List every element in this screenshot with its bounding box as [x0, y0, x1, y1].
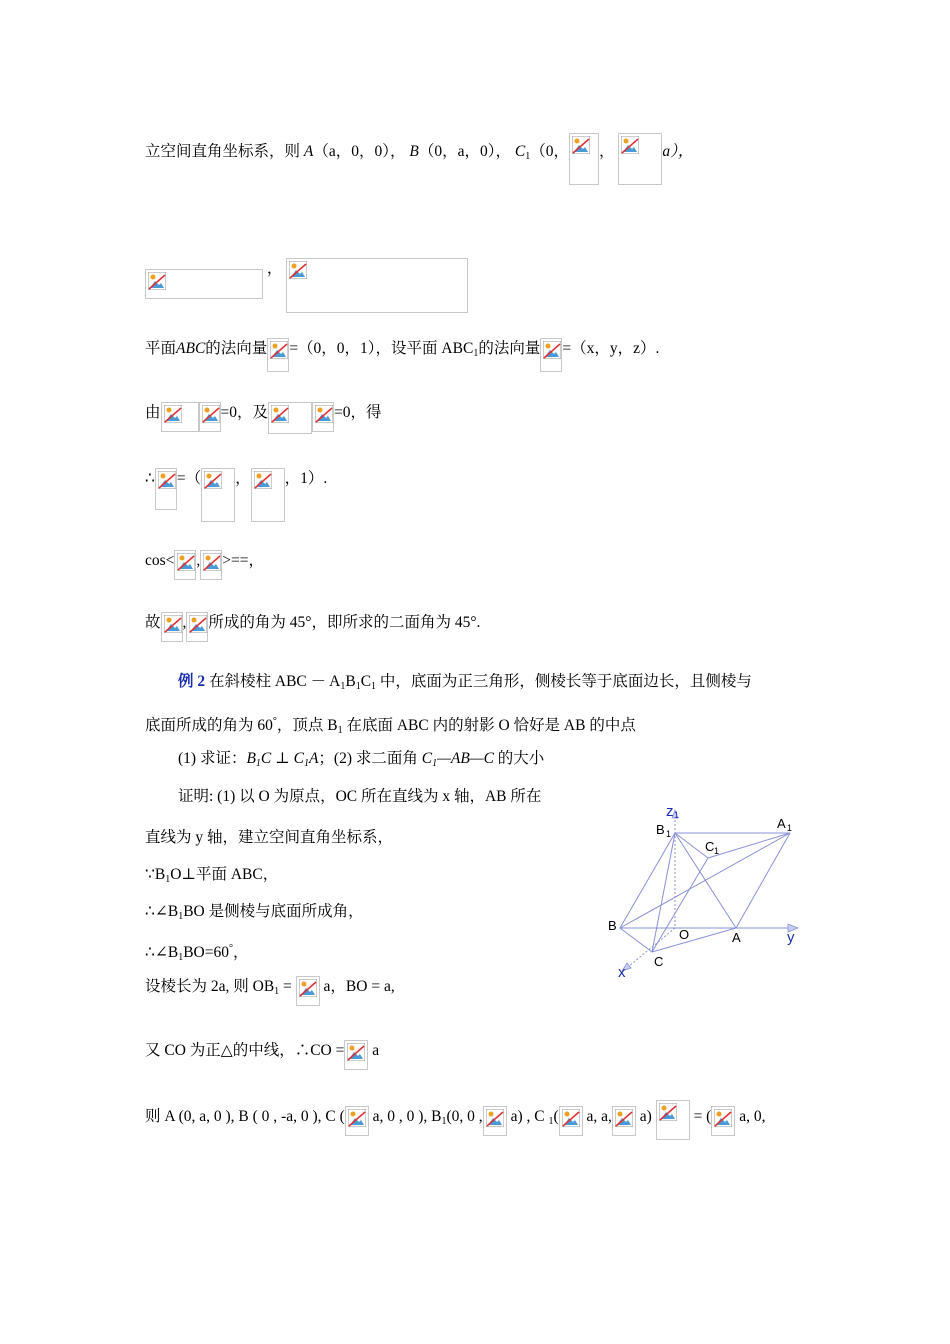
label-x: x — [618, 964, 626, 981]
image-placeholder-icon — [268, 402, 312, 434]
image-placeholder-icon — [344, 1040, 368, 1070]
text-line-normal-result: ∴ =（ ， ，1）. — [145, 468, 327, 522]
edge-b-b1 — [620, 833, 675, 928]
text-line-cosine: cos< , >==， — [145, 550, 264, 580]
image-placeholder-icon — [161, 612, 183, 642]
example-2-statement-cont: 底面所成的角为 60°，顶点 $B_1$ 在底面 ABC 内的射影 O 恰好是 AB 的中点 — [145, 716, 636, 737]
text-line-normal-vectors: 平面ABC的法向量 =（0，0，1），设平面 $ABC_1$的法向量 =（x，y，z）. — [145, 338, 659, 372]
image-placeholder-icon — [618, 133, 662, 185]
image-placeholder-icon — [286, 258, 468, 313]
label-b1: B — [656, 822, 665, 837]
label-c1: C — [705, 839, 715, 854]
proof-line-3: $\because B_1O\perp$平面 ABC， — [145, 866, 279, 885]
prism-figure — [600, 800, 820, 985]
proof-line-8: 则 A (0, a, 0 ), B ( 0 , -a, 0 ), C ( a, 0 , 0 ), $B_1(0$, 0 , a) , C $_1$( a, a, a) = ( a, 0, — [145, 1106, 765, 1140]
proof-line-1: 证明: (1) 以 O 为原点，OC 所在直线为 x 轴，AB 所在 — [178, 788, 542, 805]
text-line-dot-products: 由 =0，及 =0，得 — [145, 402, 382, 434]
label-b: B — [608, 918, 617, 933]
label-z-sub: 1 — [674, 810, 680, 820]
example-label: 例 2 — [178, 673, 206, 690]
image-placeholder-icon — [186, 612, 208, 642]
example-2-statement: 例 2 在斜棱柱 ABC － $A_1B_1C_1$ 中，底面为正三角形，侧棱长等于底面边长，且侧棱与 — [178, 673, 752, 692]
image-placeholder-icon — [267, 338, 289, 372]
label-c1-sub: 1 — [714, 846, 720, 856]
image-placeholder-icon — [612, 1106, 636, 1136]
image-placeholder-icon — [656, 1100, 690, 1140]
image-placeholder-icon — [155, 468, 177, 510]
image-placeholder-icon — [201, 468, 235, 522]
edge-b-c — [620, 928, 652, 952]
image-placeholder-icon — [540, 338, 562, 372]
image-placeholder-icon — [345, 1106, 369, 1136]
image-placeholder-icon — [483, 1106, 507, 1136]
label-a1-sub: 1 — [787, 823, 793, 833]
label-b1-sub: 1 — [666, 829, 672, 839]
image-placeholder-icon — [174, 550, 196, 580]
text-line-conclusion: 故 , 所成的角为 45°，即所求的二面角为 45°. — [145, 612, 480, 642]
edge-b1-c1 — [675, 833, 708, 858]
proof-line-7: 又 CO 为正△的中线，∴CO = a — [145, 1040, 379, 1070]
image-placeholder-icon — [145, 269, 263, 299]
label-z: z — [666, 803, 674, 820]
image-placeholder-icon — [161, 402, 199, 432]
image-placeholder-icon — [296, 976, 320, 1006]
proof-line-4: $\therefore\angle B_1BO$ 是侧棱与底面所成角， — [145, 903, 364, 922]
image-placeholder-icon — [559, 1106, 583, 1136]
label-c: C — [654, 954, 664, 969]
image-placeholder-icon — [251, 468, 285, 522]
edge-b1-c — [652, 833, 675, 952]
proof-line-5: $\therefore\angle B_1BO=60^\circ$， — [145, 943, 249, 964]
label-o: O — [679, 927, 690, 942]
example-2-questions: (1) 求证：$B_1C$ ⊥ $C_1A$；(2) 求二面角 $C_1—AB—C$ 的大小 — [178, 750, 545, 769]
text-line-coords-1: 立空间直角坐标系，则 A（a，0，0）， B（0，a，0）， $C_1(0$， ， a）， — [145, 141, 693, 185]
image-placeholder-icon — [569, 133, 599, 185]
image-placeholder-icon — [312, 402, 334, 432]
label-a: A — [732, 930, 741, 945]
proof-line-2: 直线为 y 轴，建立空间直角坐标系， — [145, 829, 394, 846]
label-a1: A — [777, 816, 786, 831]
image-placeholder-icon — [199, 402, 221, 432]
label-y: y — [787, 929, 795, 946]
proof-line-6: 设棱长为 2a, 则 $OB_1$ = a，BO = a, — [145, 976, 395, 1006]
image-placeholder-icon — [711, 1106, 735, 1136]
image-placeholder-icon — [200, 550, 222, 580]
text-line-vectors: ， — [145, 258, 468, 313]
